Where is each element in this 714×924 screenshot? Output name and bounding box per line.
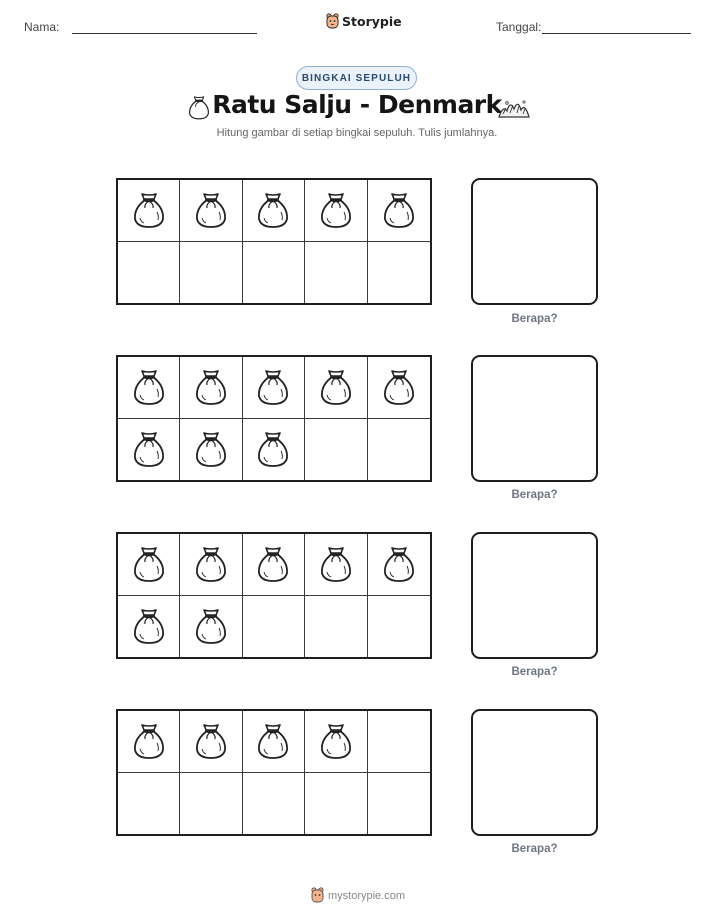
frame-cell [118, 773, 180, 835]
frame-cell [368, 534, 430, 596]
frame-cell [305, 242, 367, 304]
date-label: Tanggal: [496, 20, 542, 34]
frame-cell [243, 180, 305, 242]
money-bag-icon [255, 544, 291, 584]
money-bag-icon [131, 429, 167, 469]
footer-site: mystorypie.com [328, 889, 406, 902]
answer-box-4[interactable] [471, 709, 598, 836]
money-bag-icon [318, 190, 354, 230]
money-bag-icon [381, 367, 417, 407]
answer-box-3[interactable] [471, 532, 598, 659]
frame-cell [305, 357, 367, 419]
answer-label-4: Berapa? [511, 843, 558, 855]
frame-cell [243, 773, 305, 835]
frame-cell [368, 773, 430, 835]
frame-cell [305, 773, 367, 835]
money-bag-icon [131, 367, 167, 407]
frame-cell [305, 419, 367, 481]
frame-cell [180, 534, 242, 596]
frame-cell [180, 180, 242, 242]
ten-frame-3 [116, 532, 432, 659]
money-bag-icon [318, 721, 354, 761]
frame-cell [180, 596, 242, 658]
frost-crystals-icon [497, 97, 531, 119]
money-bag-icon [255, 429, 291, 469]
frame-cell [368, 711, 430, 773]
money-bag-icon [193, 367, 229, 407]
frame-cell [368, 419, 430, 481]
money-bag-icon [381, 190, 417, 230]
money-bag-icon [131, 606, 167, 646]
answer-label-1: Berapa? [511, 313, 558, 325]
ten-frame-2 [116, 355, 432, 482]
frame-cell [243, 596, 305, 658]
money-bag-icon [255, 367, 291, 407]
frame-cell [305, 596, 367, 658]
frame-cell [118, 242, 180, 304]
frame-cell [243, 357, 305, 419]
answer-box-2[interactable] [471, 355, 598, 482]
money-bag-icon [131, 544, 167, 584]
frame-cell [180, 773, 242, 835]
money-bag-icon [131, 190, 167, 230]
frame-cell [368, 180, 430, 242]
date-line[interactable] [542, 33, 691, 34]
money-bag-icon [381, 544, 417, 584]
instructions: Hitung gambar di setiap bingkai sepuluh. Tulis jumlahnya. [216, 127, 498, 139]
money-bag-icon [193, 544, 229, 584]
ten-frame-1 [116, 178, 432, 305]
money-bag-icon [193, 429, 229, 469]
footer [311, 887, 405, 904]
storypie-logo [326, 13, 402, 30]
frame-cell [118, 419, 180, 481]
storypie-mascot-icon [326, 13, 339, 30]
frame-cell [118, 357, 180, 419]
logo-text: Storypie [342, 14, 402, 29]
money-bag-icon [255, 721, 291, 761]
answer-box-1[interactable] [471, 178, 598, 305]
frame-cell [243, 711, 305, 773]
answer-label-2: Berapa? [511, 489, 558, 501]
frame-cell [118, 534, 180, 596]
money-bag-icon [318, 367, 354, 407]
worksheet-type-badge: BINGKAI SEPULUH [296, 66, 417, 90]
money-bag-icon [255, 190, 291, 230]
frame-cell [118, 180, 180, 242]
page-title: Ratu Salju - Denmark [212, 90, 502, 119]
frame-cell [368, 242, 430, 304]
frame-cell [180, 242, 242, 304]
answer-label-3: Berapa? [511, 666, 558, 678]
ten-frame-4 [116, 709, 432, 836]
money-bag-icon [131, 721, 167, 761]
frame-cell [368, 357, 430, 419]
frame-cell [305, 534, 367, 596]
frame-cell [118, 596, 180, 658]
frame-cell [180, 419, 242, 481]
frame-cell [368, 596, 430, 658]
frame-cell [180, 357, 242, 419]
money-bag-icon [318, 544, 354, 584]
storypie-mascot-icon [311, 887, 324, 904]
frame-cell [243, 419, 305, 481]
frame-cell [118, 711, 180, 773]
name-label: Nama: [24, 20, 60, 34]
frame-cell [180, 711, 242, 773]
money-bag-icon [193, 606, 229, 646]
frame-cell [305, 711, 367, 773]
frame-cell [305, 180, 367, 242]
name-line[interactable] [72, 33, 257, 34]
money-bag-icon [193, 190, 229, 230]
money-bag-icon [193, 721, 229, 761]
frame-cell [243, 242, 305, 304]
frame-cell [243, 534, 305, 596]
